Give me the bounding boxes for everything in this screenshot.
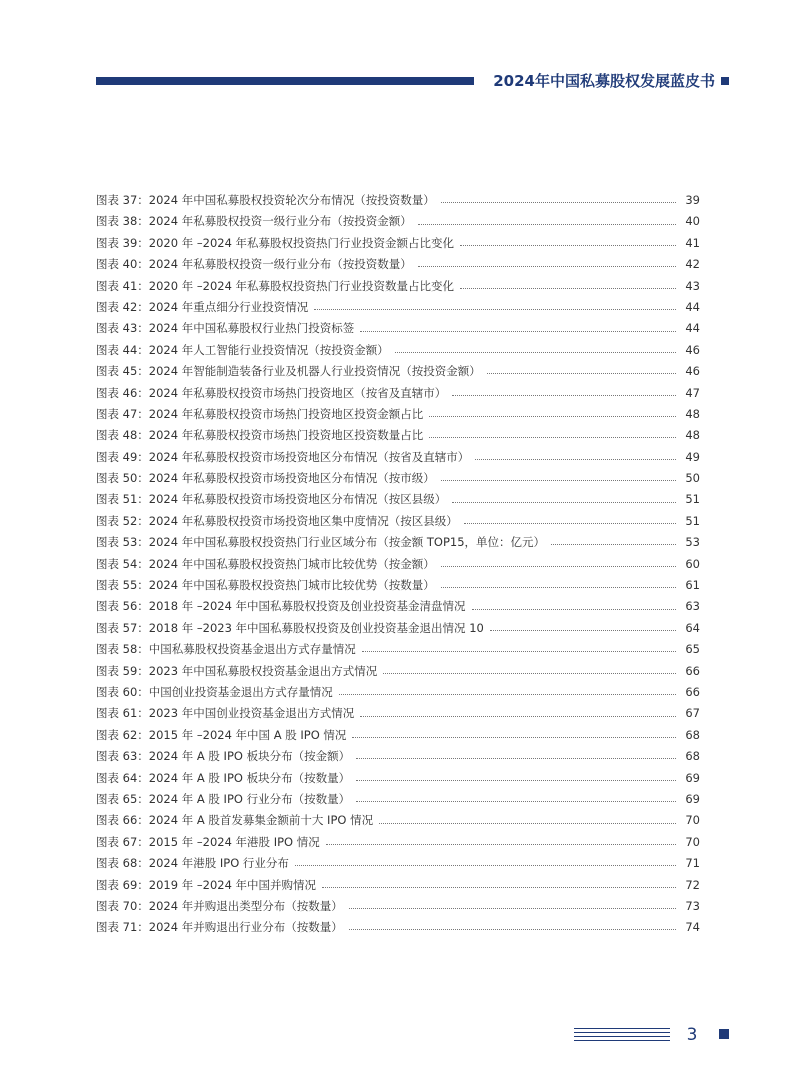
toc-entry-title: 2024 年私募股权投资市场热门投资地区投资金额占比 <box>148 406 424 421</box>
toc-entry[interactable] <box>96 725 700 746</box>
toc-dot-leader <box>360 331 676 332</box>
toc-entry-title: 2024 年 A 股 IPO 板块分布（按金额） <box>148 749 351 764</box>
toc-entry-label: 图表 42： <box>96 299 149 314</box>
toc-entry-label: 图表 71： <box>96 920 149 935</box>
toc-entry-page: 69 <box>685 791 700 806</box>
toc-entry-page: 48 <box>685 406 700 421</box>
toc-entry[interactable] <box>96 447 700 468</box>
toc-entry-title: 2024 年中国私募股权投资热门城市比较优势（按金额） <box>148 556 435 571</box>
toc-entry-label: 图表 39： <box>96 235 149 250</box>
toc-entry-page: 41 <box>685 235 700 250</box>
toc-entry-label: 图表 51： <box>96 492 149 507</box>
toc-entry[interactable] <box>96 618 700 639</box>
toc-entry-title: 2024 年 A 股首发募集金额前十大 IPO 情况 <box>148 813 374 828</box>
toc-entry-title: 2024 年港股 IPO 行业分布 <box>148 856 289 871</box>
toc-dot-leader <box>429 416 676 417</box>
toc-entry-page: 40 <box>685 214 700 229</box>
toc-entry-label: 图表 62： <box>96 727 149 742</box>
toc-entry[interactable] <box>96 639 700 660</box>
toc-entry[interactable] <box>96 768 700 789</box>
toc-entry-title: 2023 年中国私募股权投资基金退出方式情况 <box>148 663 378 678</box>
toc-dot-leader <box>472 609 676 610</box>
toc-entry[interactable] <box>96 211 700 232</box>
table-of-figures <box>96 190 700 939</box>
toc-entry-page: 60 <box>685 556 700 571</box>
toc-dot-leader <box>360 716 676 717</box>
toc-entry-title: 2015 年 –2024 年中国 A 股 IPO 情况 <box>148 727 347 742</box>
toc-entry-page: 68 <box>685 749 700 764</box>
toc-dot-leader <box>314 309 676 310</box>
toc-dot-leader <box>464 523 676 524</box>
toc-entry[interactable] <box>96 233 700 254</box>
toc-entry[interactable] <box>96 554 700 575</box>
toc-entry-title: 2020 年 –2024 年私募股权投资热门行业投资数量占比变化 <box>148 278 455 293</box>
document-title: 2024年中国私募股权发展蓝皮书 <box>493 72 715 90</box>
toc-entry-page: 43 <box>685 278 700 293</box>
toc-entry-title: 2024 年中国私募股权投资热门行业区域分布（按金额 TOP15，单位：亿元） <box>148 535 546 550</box>
toc-entry-label: 图表 45： <box>96 364 149 379</box>
toc-dot-leader <box>326 844 676 845</box>
toc-entry-label: 图表 67： <box>96 834 149 849</box>
toc-entry-label: 图表 44： <box>96 342 149 357</box>
toc-entry-title: 2015 年 –2024 年港股 IPO 情况 <box>148 834 320 849</box>
toc-entry-title: 2024 年中国私募股权投资热门城市比较优势（按数量） <box>148 578 435 593</box>
toc-entry-page: 44 <box>685 321 700 336</box>
toc-entry-title: 2024 年人工智能行业投资情况（按投资金额） <box>148 342 389 357</box>
toc-dot-leader <box>383 673 676 674</box>
toc-entry-title: 2024 年 A 股 IPO 行业分布（按数量） <box>148 791 351 806</box>
toc-entry-title: 2024 年私募股权投资市场热门投资地区（按省及直辖市） <box>148 385 447 400</box>
toc-dot-leader <box>460 245 676 246</box>
page-number: 3 <box>686 1025 698 1045</box>
toc-entry-title: 2024 年私募股权投资市场投资地区分布情况（按市级） <box>148 471 435 486</box>
toc-dot-leader <box>487 373 676 374</box>
toc-dot-leader <box>356 801 676 802</box>
toc-entry-label: 图表 65： <box>96 791 149 806</box>
toc-entry[interactable] <box>96 703 700 724</box>
toc-entry-title: 2024 年私募股权投资市场投资地区集中度情况（按区县级） <box>148 513 458 528</box>
toc-entry-page: 46 <box>685 364 700 379</box>
toc-dot-leader <box>349 929 676 930</box>
toc-entry-title: 2024 年中国私募股权投资轮次分布情况（按投资数量） <box>148 193 435 207</box>
toc-entry[interactable] <box>96 853 700 874</box>
toc-entry-label: 图表 64： <box>96 770 149 785</box>
toc-entry-label: 图表 70： <box>96 898 149 913</box>
toc-entry-label: 图表 46： <box>96 385 149 400</box>
toc-entry-label: 图表 49： <box>96 449 149 464</box>
toc-entry-page: 72 <box>685 877 700 892</box>
toc-entry-label: 图表 55： <box>96 578 149 593</box>
toc-entry-title: 2018 年 –2023 年中国私募股权投资及创业投资基金退出情况 10 <box>148 620 484 635</box>
toc-entry[interactable] <box>96 746 700 767</box>
toc-dot-leader <box>395 352 676 353</box>
toc-entry-page: 73 <box>685 898 700 913</box>
toc-entry-label: 图表 63： <box>96 749 149 764</box>
toc-entry-page: 70 <box>685 813 700 828</box>
toc-entry-page: 49 <box>685 449 700 464</box>
toc-entry[interactable] <box>96 832 700 853</box>
toc-entry-label: 图表 48： <box>96 428 149 443</box>
toc-entry-page: 48 <box>685 428 700 443</box>
toc-entry-label: 图表 60： <box>96 684 149 699</box>
toc-entry-label: 图表 59： <box>96 663 149 678</box>
toc-entry[interactable] <box>96 425 700 446</box>
toc-entry[interactable] <box>96 661 700 682</box>
toc-entry-label: 图表 66： <box>96 813 149 828</box>
toc-entry-page: 53 <box>685 535 700 550</box>
toc-entry-page: 51 <box>685 513 700 528</box>
toc-entry-title: 2020 年 –2024 年私募股权投资热门行业投资金额占比变化 <box>148 235 455 250</box>
toc-entry-page: 65 <box>685 642 700 657</box>
toc-entry-page: 71 <box>685 856 700 871</box>
toc-entry-title: 2024 年并购退出类型分布（按数量） <box>148 898 343 913</box>
toc-entry[interactable] <box>96 404 700 425</box>
toc-entry-label: 图表 56： <box>96 599 149 614</box>
footer-square-marker <box>719 1029 729 1039</box>
toc-entry-page: 63 <box>685 599 700 614</box>
toc-entry[interactable] <box>96 318 700 339</box>
footer-decoration-lines <box>574 1028 670 1042</box>
toc-entry-label: 图表 61： <box>96 706 149 721</box>
toc-entry-page: 51 <box>685 492 700 507</box>
toc-dot-leader <box>452 395 676 396</box>
toc-entry[interactable] <box>96 896 700 917</box>
toc-entry[interactable] <box>96 297 700 318</box>
toc-entry-page: 39 <box>685 193 700 207</box>
toc-entry[interactable] <box>96 575 700 596</box>
header-square-marker <box>721 77 729 85</box>
toc-entry-label: 图表 50： <box>96 471 149 486</box>
toc-entry[interactable] <box>96 468 700 489</box>
toc-entry-label: 图表 54： <box>96 556 149 571</box>
toc-entry-label: 图表 47： <box>96 406 149 421</box>
toc-entry-label: 图表 52： <box>96 513 149 528</box>
toc-entry[interactable] <box>96 875 700 896</box>
toc-dot-leader <box>418 224 676 225</box>
toc-entry-page: 69 <box>685 770 700 785</box>
toc-entry-title: 2024 年私募股权投资市场投资地区分布情况（按区县级） <box>148 492 447 507</box>
toc-dot-leader <box>352 737 676 738</box>
toc-entry-page: 66 <box>685 684 700 699</box>
toc-entry[interactable] <box>96 383 700 404</box>
header-bar <box>96 77 474 85</box>
toc-entry-title: 2024 年 A 股 IPO 板块分布（按数量） <box>148 770 351 785</box>
toc-entry[interactable] <box>96 511 700 532</box>
toc-entry-title: 2024 年智能制造装备行业及机器人行业投资情况（按投资金额） <box>148 364 481 379</box>
toc-entry[interactable] <box>96 917 700 938</box>
toc-entry-title: 2024 年重点细分行业投资情况 <box>148 299 309 314</box>
toc-entry[interactable] <box>96 596 700 617</box>
toc-entry[interactable] <box>96 489 700 510</box>
toc-entry[interactable] <box>96 190 700 211</box>
toc-entry[interactable] <box>96 340 700 361</box>
toc-dot-leader <box>339 694 676 695</box>
toc-entry-label: 图表 43： <box>96 321 149 336</box>
toc-entry-label: 图表 40： <box>96 257 149 272</box>
toc-entry-page: 68 <box>685 727 700 742</box>
toc-entry-title: 2024 年私募股权投资一级行业分布（按投资数量） <box>148 257 412 272</box>
toc-entry-title: 2024 年中国私募股权行业热门投资标签 <box>148 321 355 336</box>
toc-dot-leader <box>295 865 676 866</box>
toc-entry-label: 图表 58： <box>96 642 149 657</box>
toc-dot-leader <box>356 780 676 781</box>
toc-entry-title: 2024 年并购退出行业分布（按数量） <box>148 920 343 935</box>
toc-entry-page: 66 <box>685 663 700 678</box>
toc-dot-leader <box>441 202 676 203</box>
toc-entry-page: 44 <box>685 299 700 314</box>
toc-dot-leader <box>441 480 676 481</box>
toc-dot-leader <box>460 288 676 289</box>
toc-dot-leader <box>379 823 676 824</box>
toc-dot-leader <box>362 651 676 652</box>
toc-entry-title: 2019 年 –2024 年中国并购情况 <box>148 877 317 892</box>
toc-entry-page: 47 <box>685 385 700 400</box>
toc-entry-title: 2024 年私募股权投资市场投资地区分布情况（按省及直辖市） <box>148 449 470 464</box>
toc-dot-leader <box>356 758 676 759</box>
toc-dot-leader <box>429 437 676 438</box>
toc-entry-page: 46 <box>685 342 700 357</box>
toc-entry[interactable] <box>96 810 700 831</box>
toc-dot-leader <box>418 266 676 267</box>
toc-dot-leader <box>452 502 676 503</box>
toc-entry-label: 图表 41： <box>96 278 149 293</box>
toc-entry-page: 74 <box>685 920 700 935</box>
toc-entry-label: 图表 69： <box>96 877 149 892</box>
toc-entry-title: 2024 年私募股权投资市场热门投资地区投资数量占比 <box>148 428 424 443</box>
toc-dot-leader <box>322 887 676 888</box>
toc-dot-leader <box>475 459 676 460</box>
toc-entry-page: 64 <box>685 620 700 635</box>
toc-entry-page: 61 <box>685 578 700 593</box>
toc-entry[interactable] <box>96 532 700 553</box>
toc-entry-page: 42 <box>685 257 700 272</box>
toc-dot-leader <box>441 566 676 567</box>
toc-entry-page: 70 <box>685 834 700 849</box>
toc-entry-page: 67 <box>685 706 700 721</box>
toc-entry-label: 图表 38： <box>96 214 149 229</box>
toc-dot-leader <box>349 908 676 909</box>
toc-entry-label: 图表 53： <box>96 535 149 550</box>
toc-entry-title: 中国创业投资基金退出方式存量情况 <box>148 684 333 699</box>
toc-entry-title: 中国私募股权投资基金退出方式存量情况 <box>148 642 356 657</box>
toc-entry[interactable] <box>96 789 700 810</box>
toc-entry-label: 图表 68： <box>96 856 149 871</box>
toc-entry-label: 图表 37： <box>96 193 149 207</box>
toc-entry[interactable] <box>96 682 700 703</box>
toc-entry-title: 2018 年 –2024 年中国私募股权投资及创业投资基金清盘情况 <box>148 599 466 614</box>
toc-entry-page: 50 <box>685 471 700 486</box>
toc-entry[interactable] <box>96 276 700 297</box>
toc-entry-label: 图表 57： <box>96 620 149 635</box>
toc-entry[interactable] <box>96 361 700 382</box>
toc-entry-title: 2024 年私募股权投资一级行业分布（按投资金额） <box>148 214 412 229</box>
toc-dot-leader <box>490 630 676 631</box>
toc-entry-title: 2023 年中国创业投资基金退出方式情况 <box>148 706 355 721</box>
toc-dot-leader <box>441 587 676 588</box>
toc-entry[interactable] <box>96 254 700 275</box>
toc-dot-leader <box>551 544 676 545</box>
